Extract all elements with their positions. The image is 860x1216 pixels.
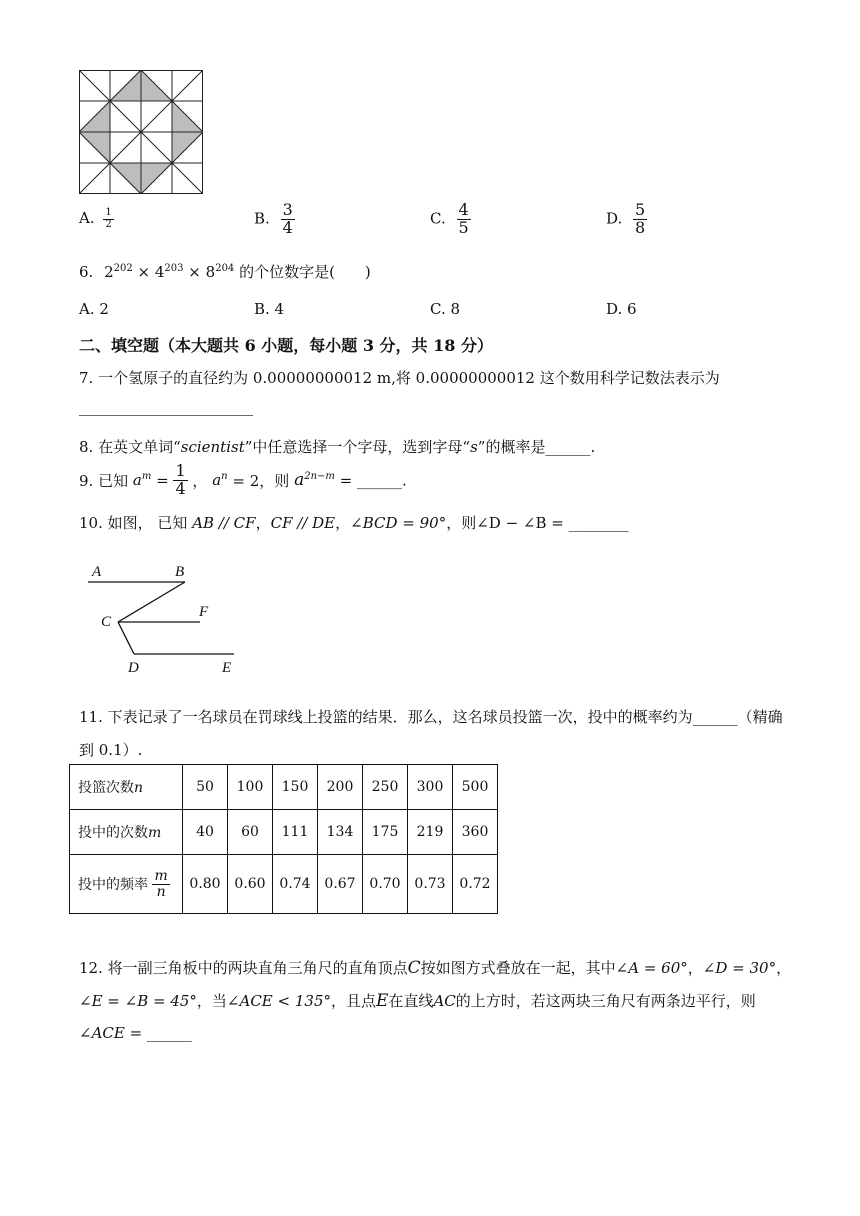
fraction: [173, 463, 187, 498]
denominator: n: [156, 883, 166, 900]
question-text: 的个位数字是( ): [239, 263, 371, 281]
letter: s: [470, 438, 478, 456]
table-cell: 40: [183, 810, 228, 855]
denominator: 5: [458, 217, 469, 237]
q5-option-c: [430, 202, 471, 237]
text-segment: 9. 已知: [79, 471, 129, 490]
denominator: 4: [175, 478, 186, 498]
parallel-lines-figure: [88, 560, 248, 678]
text-segment: = ______.: [339, 471, 407, 490]
q5-option-a: [79, 208, 114, 230]
q6-stem: [79, 261, 371, 282]
text-segment: ，: [687, 959, 703, 977]
table-cell: 200: [318, 765, 363, 810]
angle-condition: ∠A = 60°: [615, 959, 688, 977]
q9-text: [79, 463, 407, 498]
row-label: 投篮次数: [78, 780, 134, 796]
table-cell: 111: [273, 810, 318, 855]
q6-option-c: C. 8: [430, 300, 461, 318]
condition: AB // CF: [192, 514, 256, 532]
table-cell: 250: [363, 765, 408, 810]
text-segment: ，且点: [330, 992, 376, 1010]
table-cell: 150: [273, 765, 318, 810]
numerator: 5: [635, 200, 646, 219]
table-cell: 0.70: [363, 855, 408, 914]
row-header: [70, 855, 183, 914]
condition: CF // DE: [270, 514, 336, 532]
row-variable: m: [148, 825, 162, 841]
label-a: A: [92, 564, 102, 580]
option-fraction: [457, 202, 471, 237]
q8-text: [79, 436, 595, 457]
denominator: 2: [105, 218, 112, 230]
q10-text: [79, 512, 629, 533]
table-row: [70, 810, 498, 855]
q7-text: 7. 一个氢原子的直径约为 0.00000000012 m,将 0.00000000012 这个数用科学记数法表示为: [79, 369, 720, 387]
numerator: 4: [458, 200, 469, 219]
numerator: 1: [175, 461, 186, 480]
option-letter: B.: [254, 209, 270, 228]
exponent: 2n−m: [304, 471, 335, 483]
table-cell: 175: [363, 810, 408, 855]
base: 8: [205, 263, 216, 281]
label-f: F: [199, 604, 209, 620]
exponent: 202: [113, 263, 133, 274]
table-cell: 0.73: [408, 855, 453, 914]
question-number: 6.: [79, 263, 94, 281]
row-header: [70, 765, 183, 810]
text-segment: 8. 在英文单词“: [79, 438, 181, 456]
option-fraction: [633, 202, 647, 237]
q11-line2: 到 0.1）.: [79, 741, 143, 759]
base: 4: [154, 263, 165, 281]
text-segment: ，: [776, 959, 792, 977]
text-segment: = 2，则: [232, 471, 290, 490]
text-segment: ，则∠D − ∠B = ________: [446, 514, 629, 532]
table-cell: 0.80: [183, 855, 228, 914]
option-letter: C.: [430, 209, 446, 228]
table-cell: 100: [228, 765, 273, 810]
text-segment: 10. 如图， 已知: [79, 514, 188, 532]
q6-option-a: A. 2: [79, 300, 109, 318]
q11-line1: 11. 下表记录了一名球员在罚球线上投篮的结果．那么，这名球员投篮一次，投中的概率约为______（精确: [79, 708, 783, 726]
denominator: 4: [282, 217, 293, 237]
point-label: E: [376, 991, 389, 1011]
numerator: m: [154, 867, 168, 884]
text-segment: 按如图方式叠放在一起，其中: [420, 959, 616, 977]
q12-line3: ∠ACE = ______: [79, 1024, 192, 1042]
angle-condition: ∠D = 30°: [702, 959, 777, 977]
table-cell: 0.72: [453, 855, 498, 914]
times-sign: ×: [137, 263, 151, 281]
q12-line2: [79, 990, 756, 1011]
denominator: 8: [635, 217, 646, 237]
condition: ∠BCD = 90°: [350, 514, 447, 532]
exponent: 204: [215, 263, 235, 274]
label-e: E: [222, 660, 232, 676]
text-segment: ，: [255, 514, 271, 532]
variable: a: [294, 470, 305, 491]
angle-condition: ∠E = ∠B = 45°: [79, 992, 197, 1010]
fraction: [152, 869, 169, 899]
table-cell: 134: [318, 810, 363, 855]
equals-sign: =: [156, 471, 169, 490]
line-label: AC: [433, 992, 456, 1010]
exponent: 203: [164, 263, 184, 274]
table-cell: 0.74: [273, 855, 318, 914]
point-label: C: [407, 958, 421, 978]
text-segment: 的上方时，若这两块三角尺有两条边平行，则: [455, 992, 756, 1010]
table-cell: 50: [183, 765, 228, 810]
word: scientist: [180, 438, 245, 456]
q7-answer-blank: [79, 415, 253, 416]
variable: a: [132, 471, 142, 490]
text-segment: ，当: [196, 992, 227, 1010]
text-segment: ”中任意选择一个字母，选到字母“: [244, 438, 471, 456]
row-variable: n: [134, 780, 144, 796]
table-row: [70, 855, 498, 914]
table-row: [70, 765, 498, 810]
q5-option-d: [606, 202, 647, 237]
square-pattern-figure: [79, 70, 203, 194]
row-label: 投中的频率: [78, 877, 148, 893]
option-fraction: [281, 202, 295, 237]
exponent: m: [141, 471, 152, 483]
q6-option-b: B. 4: [254, 300, 285, 318]
text-segment: ，: [335, 514, 351, 532]
text-segment: 12. 将一副三角板中的两块直角三角尺的直角顶点: [79, 959, 408, 977]
table-cell: 60: [228, 810, 273, 855]
text-segment: ”的概率是______.: [477, 438, 596, 456]
label-c: C: [101, 614, 112, 630]
q6-option-d: D. 6: [606, 300, 637, 318]
q12-line1: [79, 957, 791, 978]
text-segment: ，: [192, 471, 208, 490]
row-header: [70, 810, 183, 855]
section-title: 二、填空题（本大题共 6 小题，每小题 3 分，共 18 分）: [79, 336, 493, 355]
option-letter: A.: [79, 209, 95, 227]
variable: a: [212, 471, 222, 490]
label-d: D: [128, 660, 139, 676]
base: 2: [104, 263, 114, 281]
table-cell: 219: [408, 810, 453, 855]
exponent: n: [221, 471, 228, 483]
table-cell: 300: [408, 765, 453, 810]
option-fraction: [103, 208, 113, 230]
q5-option-b: [254, 202, 295, 237]
table-cell: 500: [453, 765, 498, 810]
frequency-table: [69, 764, 498, 914]
table-cell: 0.67: [318, 855, 363, 914]
table-cell: 0.60: [228, 855, 273, 914]
numerator: 3: [282, 200, 293, 219]
option-letter: D.: [606, 209, 623, 228]
angle-condition: ∠ACE < 135°: [226, 992, 331, 1010]
row-label: 投中的次数: [78, 825, 148, 841]
label-b: B: [175, 564, 185, 580]
times-sign: ×: [188, 263, 201, 281]
numerator: 1: [105, 207, 112, 218]
text-segment: 在直线: [388, 992, 434, 1010]
table-cell: 360: [453, 810, 498, 855]
